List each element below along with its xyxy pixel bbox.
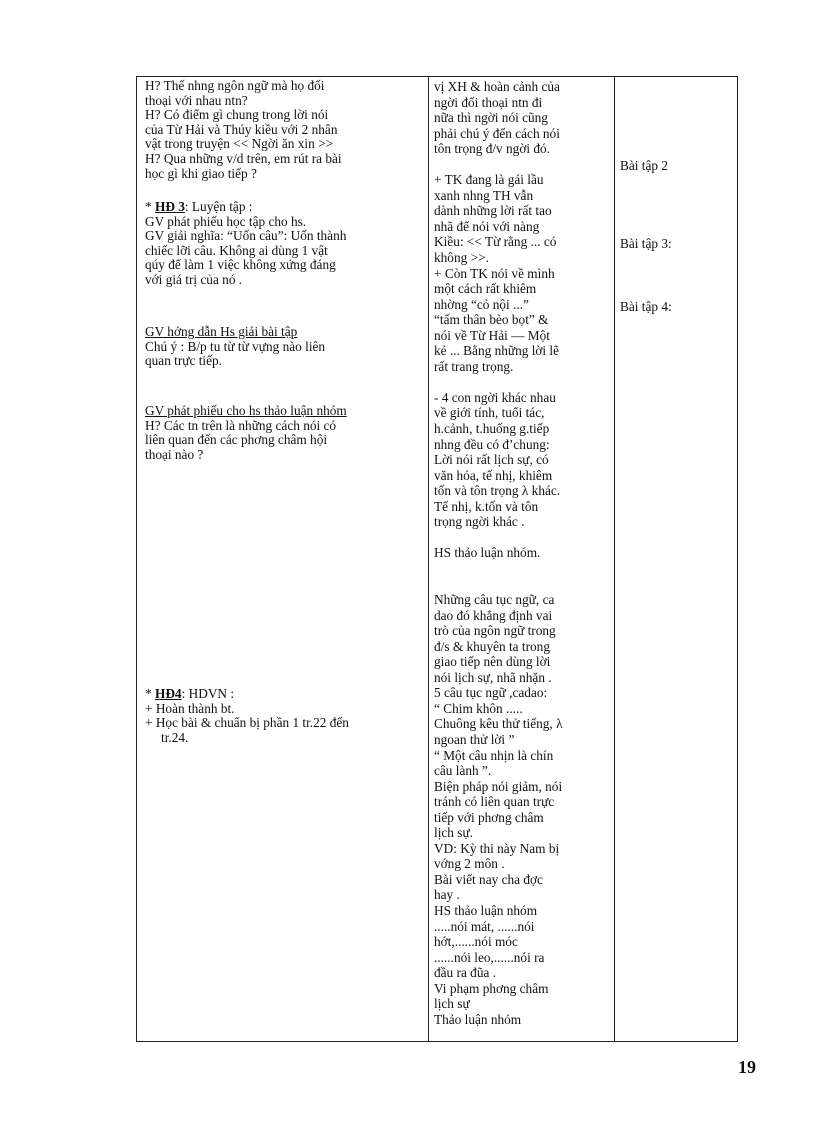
- question-block-1: [145, 79, 419, 181]
- text-line: nói về Từ Hải — Một: [434, 327, 550, 343]
- text-line: [434, 374, 608, 390]
- text-line: Tế nhị, k.tốn và tôn: [434, 498, 539, 514]
- text-line: [434, 561, 608, 577]
- text-line: không >>.: [434, 250, 489, 266]
- text-line: [434, 157, 608, 173]
- guide-block-2: [145, 404, 419, 462]
- text-line: nhng đều có đ’chung:: [434, 436, 550, 452]
- activity-4-block: [145, 687, 419, 745]
- exercise-2-label: Bài tập 2: [620, 158, 669, 173]
- text-line: “tấm thân bèo bọt” &: [434, 312, 549, 328]
- text-line: ngoan thử lời ”: [434, 731, 515, 747]
- text-line: lịch sự: [434, 996, 470, 1012]
- activity-3-heading: * HĐ 3: Luyện tập :: [145, 199, 253, 214]
- text-line: H? Qua những v/d trên, em rút ra bài: [145, 150, 342, 166]
- text-line: Biện pháp nói giảm, nói: [434, 778, 563, 794]
- lesson-table: [136, 76, 738, 1042]
- exercise-4-label: Bài tập 4:: [620, 299, 672, 314]
- text-line: trò của ngôn ngữ trong: [434, 623, 556, 639]
- text-line: rất trang trọng.: [434, 358, 514, 374]
- text-line: trọng ngời khác .: [434, 514, 525, 530]
- activity-4-label: HĐ4: [154, 686, 182, 701]
- text-line: một cách rất khiêm: [434, 281, 537, 297]
- text-line: Lời nói rất lịch sự, có: [434, 452, 549, 468]
- activity-3-block: [145, 200, 419, 288]
- text-line: hớt,......nói móc: [434, 934, 518, 950]
- text-line: + Hoàn thành bt.: [145, 700, 235, 716]
- text-line: Chuông kêu thử tiếng, λ: [434, 716, 563, 732]
- text-line: GV phát phiếu học tập cho hs.: [145, 213, 307, 229]
- text-line: tránh có liên quan trực: [434, 794, 555, 810]
- text-line: vớng 2 môn .: [434, 856, 505, 872]
- text-line: vị XH & hoàn cảnh của: [434, 79, 560, 94]
- text-line: “ Một câu nhịn là chín: [434, 747, 554, 763]
- student-text-block: [434, 79, 608, 1027]
- text-line: + Còn TK nói về mình: [434, 265, 555, 281]
- text-line: về giới tính, tuổi tác,: [434, 405, 545, 421]
- text-line: thoại nào ?: [145, 446, 204, 462]
- text-line: nữa thì ngời nói cũng: [434, 110, 548, 126]
- text-line: H? Thế nhng ngôn ngữ mà họ đối: [145, 78, 325, 93]
- guide-block-1: [145, 325, 419, 369]
- text-line: hay .: [434, 887, 460, 903]
- text-line: H? Có điểm gì chung trong lời nói: [145, 107, 329, 123]
- text-line: + Học bài & chuẩn bị phần 1 tr.22 đến: [145, 715, 349, 731]
- text-line: Những câu tục ngữ, ca: [434, 592, 555, 608]
- text-line: h.cảnh, t.huống g.tiếp: [434, 421, 550, 437]
- guide-heading: GV hớng dẫn Hs giải bài tập: [145, 324, 298, 339]
- teacher-activity-column: [137, 77, 429, 1041]
- text-line: nhờng “cỏ nội ...”: [434, 296, 529, 312]
- page-number: 19: [738, 1057, 756, 1077]
- text-line: Bài viết nay cha đợc: [434, 871, 543, 887]
- text-line: giao tiếp nên dùng lời: [434, 654, 551, 670]
- text-line: Kiều: << Từ rằng ... có: [434, 234, 557, 250]
- text-line: dao đó khẳng định vai: [434, 607, 553, 623]
- text-line: tiếp với phơng châm: [434, 809, 544, 825]
- guide-heading: GV phát phiếu cho hs thảo luận nhóm: [145, 403, 347, 418]
- text-line: VD: Kỳ thi này Nam bị: [434, 840, 560, 856]
- text-line: nói lịch sự, nhã nhặn .: [434, 669, 552, 685]
- text-line: phải chú ý đến cách nói: [434, 125, 560, 141]
- text-line: [434, 577, 608, 593]
- text-line: Vi phạm phơng châm: [434, 980, 549, 996]
- text-line: tr.24.: [161, 729, 189, 745]
- text-line: dành những lời rất tao: [434, 203, 552, 219]
- student-activity-column: [428, 77, 615, 1041]
- text-line: GV giải nghĩa: “Uốn câu”: Uốn thành: [145, 228, 347, 244]
- text-line: tốn và tôn trọng λ khác.: [434, 483, 561, 499]
- exercise-3-label: Bài tập 3:: [620, 236, 672, 251]
- text-line: chiếc lỡi câu. Không ai dùng 1 vật: [145, 242, 328, 258]
- text-line: với giá trị của nó .: [145, 271, 243, 287]
- text-line: kẻ ... Bằng những lời lẽ: [434, 343, 560, 359]
- text-line: câu lành ”.: [434, 763, 492, 779]
- text-line: 5 câu tục ngữ ,cadao:: [434, 685, 548, 701]
- activity-3-label: HĐ 3: [154, 199, 185, 214]
- text-line: thoại với nhau ntn?: [145, 92, 248, 108]
- activity-4-heading: * HĐ4: HDVN :: [145, 686, 235, 701]
- text-line: H? Các tn trên là những cách nói có: [145, 417, 337, 433]
- text-line: liên quan đến các phơng châm hội: [145, 432, 328, 448]
- content-column: [614, 77, 737, 1041]
- text-line: Thảo luận nhóm: [434, 1011, 522, 1027]
- text-line: vật trong truyện << Ngời ăn xin >>: [145, 136, 334, 152]
- text-line: tôn trọng đ/v ngời đó.: [434, 141, 550, 157]
- text-line: văn hóa, tế nhị, khiêm: [434, 467, 553, 483]
- text-line: ngời đối thoại ntn đi: [434, 94, 543, 110]
- text-line: - 4 con ngời khác nhau: [434, 389, 556, 405]
- text-line: quan trực tiếp.: [145, 353, 222, 369]
- text-line: HS thảo luận nhóm.: [434, 545, 541, 561]
- text-line: đ/s & khuyên ta trong: [434, 638, 550, 654]
- text-line: học gì khi giao tiếp ?: [145, 165, 257, 181]
- text-line: Chú ý : B/p tu từ từ vựng nào liên: [145, 338, 326, 354]
- text-line: “ Chim khôn .....: [434, 700, 523, 716]
- text-line: của Từ Hải và Thúy kiều với 2 nhân: [145, 121, 338, 137]
- text-line: ......nói leo,......nói ra: [434, 949, 545, 965]
- text-line: [434, 530, 608, 546]
- text-line: .....nói mát, ......nói: [434, 918, 535, 934]
- text-line: đầu ra đũa .: [434, 965, 497, 981]
- text-line: + TK đang là gái lầu: [434, 172, 544, 188]
- text-line: HS thảo luận nhóm: [434, 902, 538, 918]
- text-line: nhã để nói với nàng: [434, 218, 540, 234]
- text-line: lịch sự.: [434, 825, 473, 841]
- text-line: xanh nhng TH vẫn: [434, 187, 534, 203]
- text-line: qúy để làm 1 việc không xứng đáng: [145, 257, 336, 273]
